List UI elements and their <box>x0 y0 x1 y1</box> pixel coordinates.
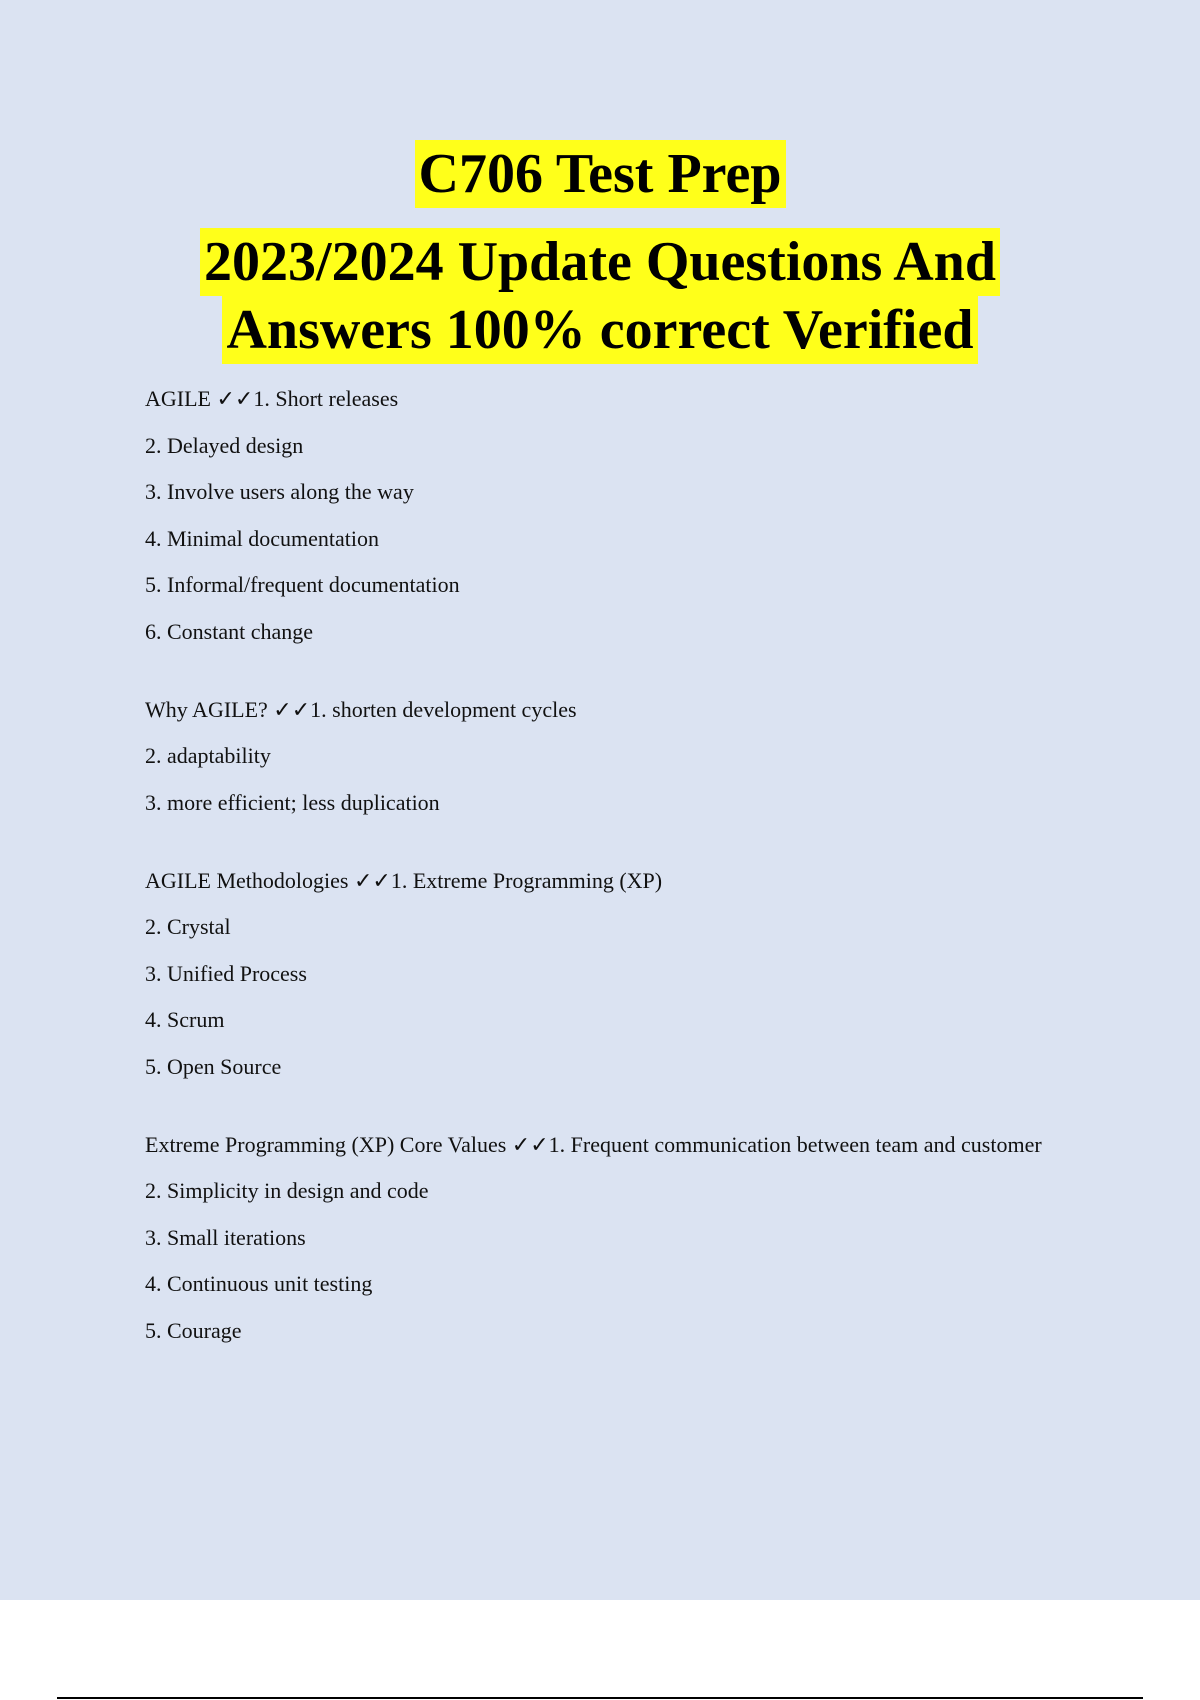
answer-line: 4. Scrum <box>145 1007 225 1032</box>
qa-question-line: Why AGILE? ✓✓1. shorten development cycles <box>145 696 577 722</box>
answer-line: 6. Constant change <box>145 618 314 644</box>
answer-line: 2. Crystal <box>145 914 231 939</box>
answer-line: 4. Minimal documentation <box>145 525 380 551</box>
title-line-1: C706 Test Prep <box>415 140 786 208</box>
qa-question-line: Extreme Programming (XP) Core Values ✓✓1. Frequent communication between team and customer <box>145 1131 1042 1157</box>
answer-line: 5. Courage <box>145 1317 242 1343</box>
answer-line: 4. Continuous unit testing <box>145 1271 373 1296</box>
title-line-2: 2023/2024 Update Questions And <box>200 228 1000 296</box>
qa-section-xp-core-values <box>145 1130 1045 1346</box>
answer-line: 2. Delayed design <box>145 432 304 458</box>
answer-line: 5. Open Source <box>145 1053 282 1079</box>
answer-line: 3. more efficient; less duplication <box>145 789 440 815</box>
qa-section-why-agile <box>145 695 1045 818</box>
answer-line: 3. Involve users along the way <box>145 479 414 504</box>
qa-question-line: AGILE ✓✓1. Short releases <box>145 386 399 411</box>
qa-section-agile-methodologies <box>145 866 1045 1082</box>
answer-line: 2. Simplicity in design and code <box>145 1178 429 1203</box>
title-line-3: Answers 100% correct Verified <box>222 296 977 364</box>
footer-divider <box>57 1697 1143 1699</box>
qa-section-agile <box>145 384 1045 647</box>
qa-question-line: AGILE Methodologies ✓✓1. Extreme Programming (XP) <box>145 867 663 893</box>
answer-line: 3. Small iterations <box>145 1224 306 1250</box>
document-title <box>0 140 1200 364</box>
answer-line: 3. Unified Process <box>145 960 307 986</box>
answer-line: 2. adaptability <box>145 743 271 768</box>
qa-content <box>145 384 1045 1394</box>
answer-line: 5. Informal/frequent documentation <box>145 572 460 597</box>
